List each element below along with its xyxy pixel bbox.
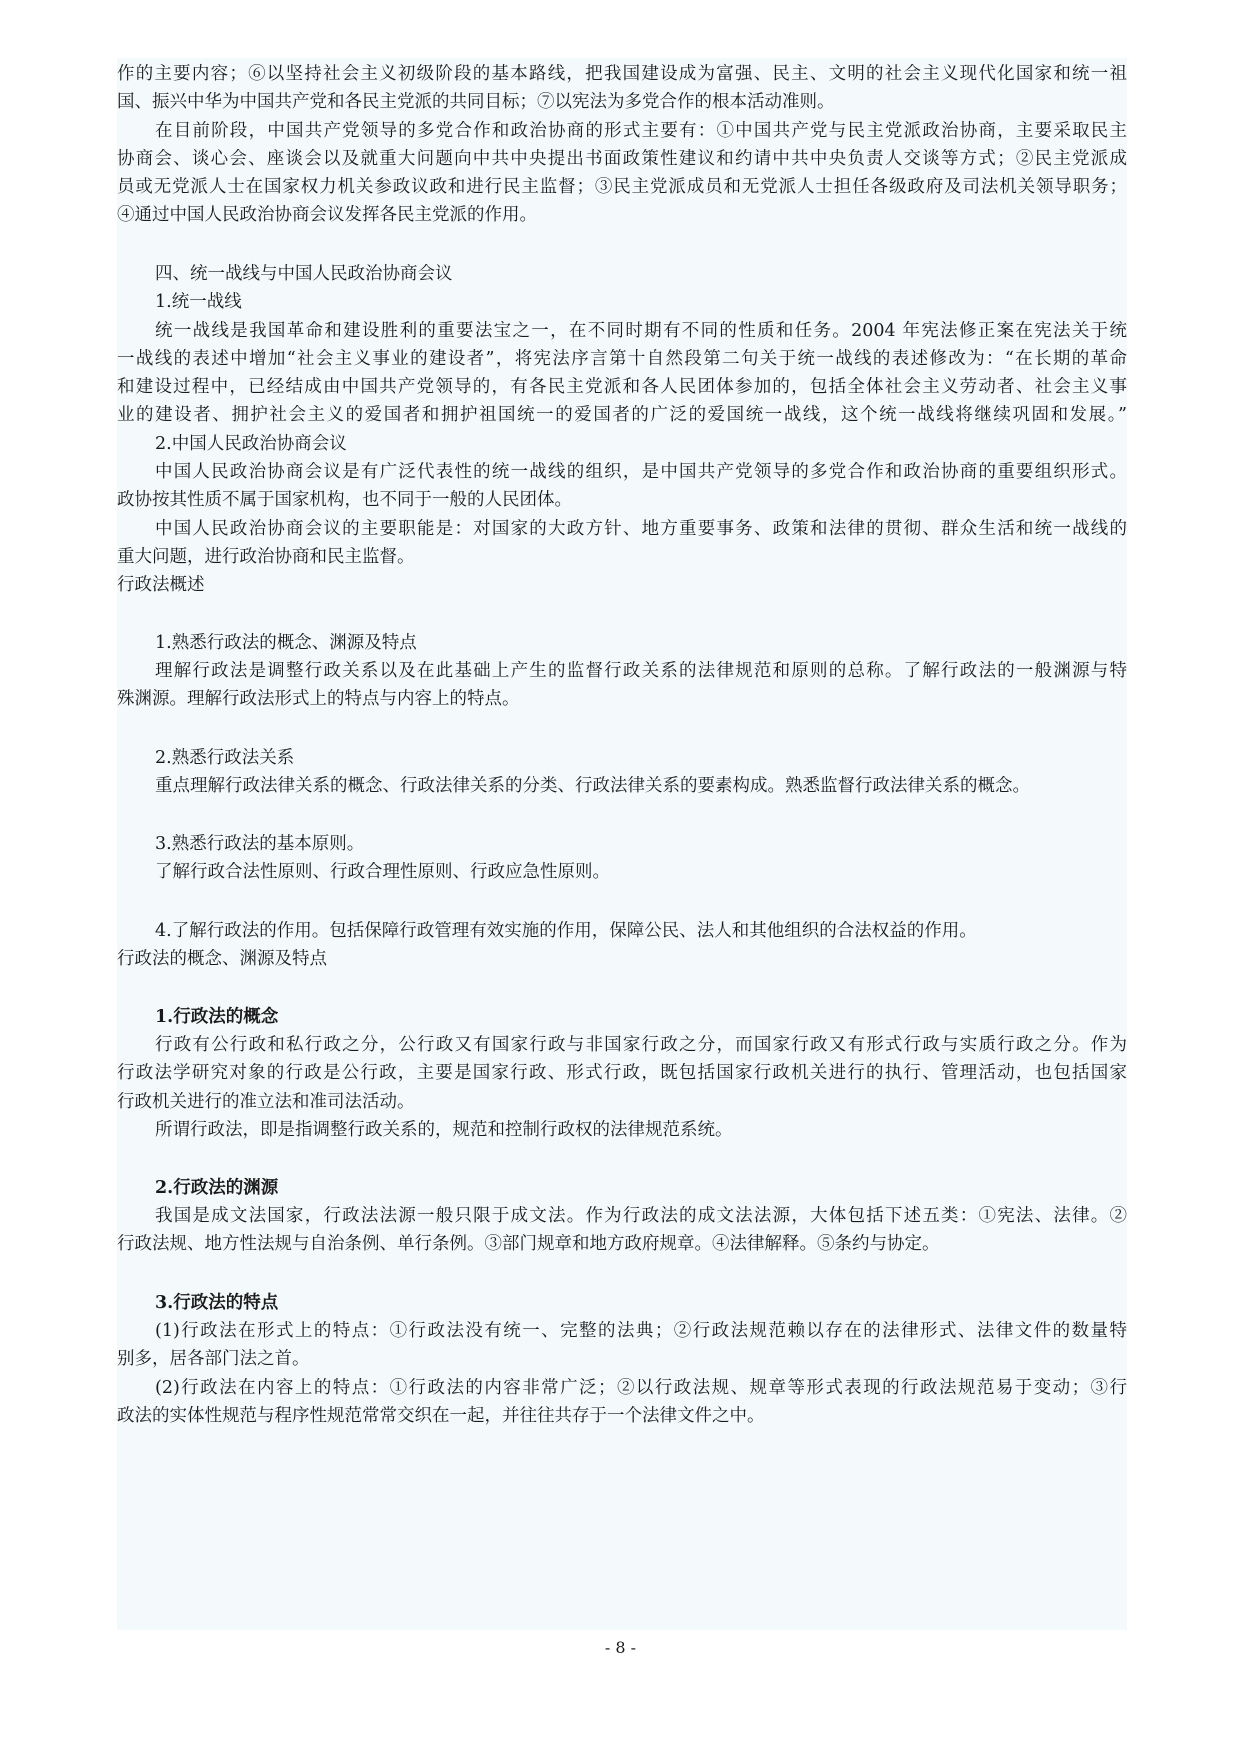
text-line-l11: 和建设过程中，已经结成由中国共产党领导的，有各民主党派和各人民团体参加的，包括全体社会主义劳动者、社会主义事: [117, 377, 1127, 397]
text-line-l35: 行政法规、地方性法规与自治条例、单行条例。③部门规章和地方政府规章。④法律解释。⑤条约与协定。: [117, 1234, 940, 1254]
section-heading-l36: 3.行政法的特点: [155, 1293, 279, 1313]
text-line-l40: 政法的实体性规范与程序性规范常常交织在一起，并往往共存于一个法律文件之中。: [117, 1406, 765, 1426]
text-line-l24: 3.熟悉行政法的基本原则。: [155, 834, 365, 854]
text-line-l05: 员或无党派人士在国家权力机关参政议政和进行民主监督；③民主党派成员和无党派人士担任各级政府及司法机关领导职务；: [117, 177, 1127, 197]
text-lines: [117, 58, 1127, 1630]
section-heading-l33: 2.行政法的渊源: [155, 1178, 279, 1198]
text-line-l27: 行政法的概念、渊源及特点: [117, 949, 327, 969]
text-line-l21: 殊渊源。理解行政法形式上的特点与内容上的特点。: [117, 689, 520, 709]
text-line-l38: 别多，居各部门法之首。: [117, 1349, 310, 1369]
text-line-l34: 我国是成文法国家，行政法法源一般只限于成文法。作为行政法的成文法法源，大体包括下述五类：①宪法、法律。②: [155, 1206, 1127, 1226]
section-heading-l28: 1.行政法的概念: [155, 1007, 279, 1027]
text-line-l14: 中国人民政治协商会议是有广泛代表性的统一战线的组织，是中国共产党领导的多党合作和政治协商的重要组织形式。: [155, 462, 1127, 482]
text-line-l08: 1.统一战线: [155, 292, 242, 312]
text-line-l30: 行政法学研究对象的行政是公行政，主要是国家行政、形式行政，既包括国家行政机关进行的执行、管理活动，也包括国家: [117, 1063, 1127, 1083]
text-line-l26: 4.了解行政法的作用。包括保障行政管理有效实施的作用，保障公民、法人和其他组织的合法权益的作用。: [155, 921, 977, 941]
text-line-l06: ④通过中国人民政治协商会议发挥各民主党派的作用。: [117, 205, 537, 225]
text-line-l13: 2.中国人民政治协商会议: [155, 434, 347, 454]
page-number: - 8 -: [604, 1638, 637, 1657]
text-line-l02: 国、振兴中华为中国共产党和各民主党派的共同目标；⑦以宪法为多党合作的根本活动准则。: [117, 92, 835, 112]
text-line-l39: (2)行政法在内容上的特点：①行政法的内容非常广泛；②以行政法规、规章等形式表现的行政法规范易于变动；③行: [155, 1378, 1127, 1398]
text-line-l25: 了解行政合法性原则、行政合理性原则、行政应急性原则。: [155, 862, 610, 882]
text-line-l10: 一战线的表述中增加“社会主义事业的建设者”，将宪法序言第十自然段第二句关于统一战线的表述修改为：“在长期的革命: [117, 349, 1127, 369]
text-line-l03: 在目前阶段，中国共产党领导的多党合作和政治协商的形式主要有：①中国共产党与民主党派政治协商，主要采取民主: [155, 121, 1127, 141]
text-line-l09: 统一战线是我国革命和建设胜利的重要法宝之一，在不同时期有不同的性质和任务。2004 年宪法修正案在宪法关于统: [155, 321, 1127, 341]
text-line-l07: 四、统一战线与中国人民政治协商会议: [155, 264, 453, 284]
text-line-l04: 协商会、谈心会、座谈会以及就重大问题向中共中央提出书面政策性建议和约请中共中央负责人交谈等方式；②民主党派成: [117, 149, 1127, 169]
text-line-l37: (1)行政法在形式上的特点：①行政法没有统一、完整的法典；②行政法规范赖以存在的法律形式、法律文件的数量特: [155, 1321, 1127, 1341]
text-line-l32: 所谓行政法，即是指调整行政关系的，规范和控制行政权的法律规范系统。: [155, 1120, 733, 1140]
text-line-l23: 重点理解行政法律关系的概念、行政法律关系的分类、行政法律关系的要素构成。熟悉监督行政法律关系的概念。: [155, 776, 1030, 796]
text-line-l29: 行政有公行政和私行政之分，公行政又有国家行政与非国家行政之分，而国家行政又有形式行政与实质行政之分。作为: [155, 1035, 1127, 1055]
text-line-l20: 理解行政法是调整行政关系以及在此基础上产生的监督行政关系的法律规范和原则的总称。了解行政法的一般渊源与特: [155, 661, 1127, 681]
text-line-l19: 1.熟悉行政法的概念、渊源及特点: [155, 633, 417, 653]
text-line-l17: 重大问题，进行政治协商和民主监督。: [117, 547, 415, 567]
text-line-l22: 2.熟悉行政法关系: [155, 748, 295, 768]
text-line-l18: 行政法概述: [117, 575, 205, 595]
text-line-l15: 政协按其性质不属于国家机构，也不同于一般的人民团体。: [117, 490, 572, 510]
text-line-l16: 中国人民政治协商会议的主要职能是：对国家的大政方针、地方重要事务、政策和法律的贯彻、群众生活和统一战线的: [155, 519, 1127, 539]
text-line-l12: 业的建设者、拥护社会主义的爱国者和拥护祖国统一的爱国者的广泛的爱国统一战线，这个统一战线将继续巩固和发展。”: [117, 405, 1127, 425]
document-body: [117, 58, 1127, 1630]
text-line-l01: 作的主要内容；⑥以坚持社会主义初级阶段的基本路线，把我国建设成为富强、民主、文明的社会主义现代化国家和统一祖: [117, 64, 1127, 84]
text-line-l31: 行政机关进行的准立法和准司法活动。: [117, 1092, 415, 1112]
